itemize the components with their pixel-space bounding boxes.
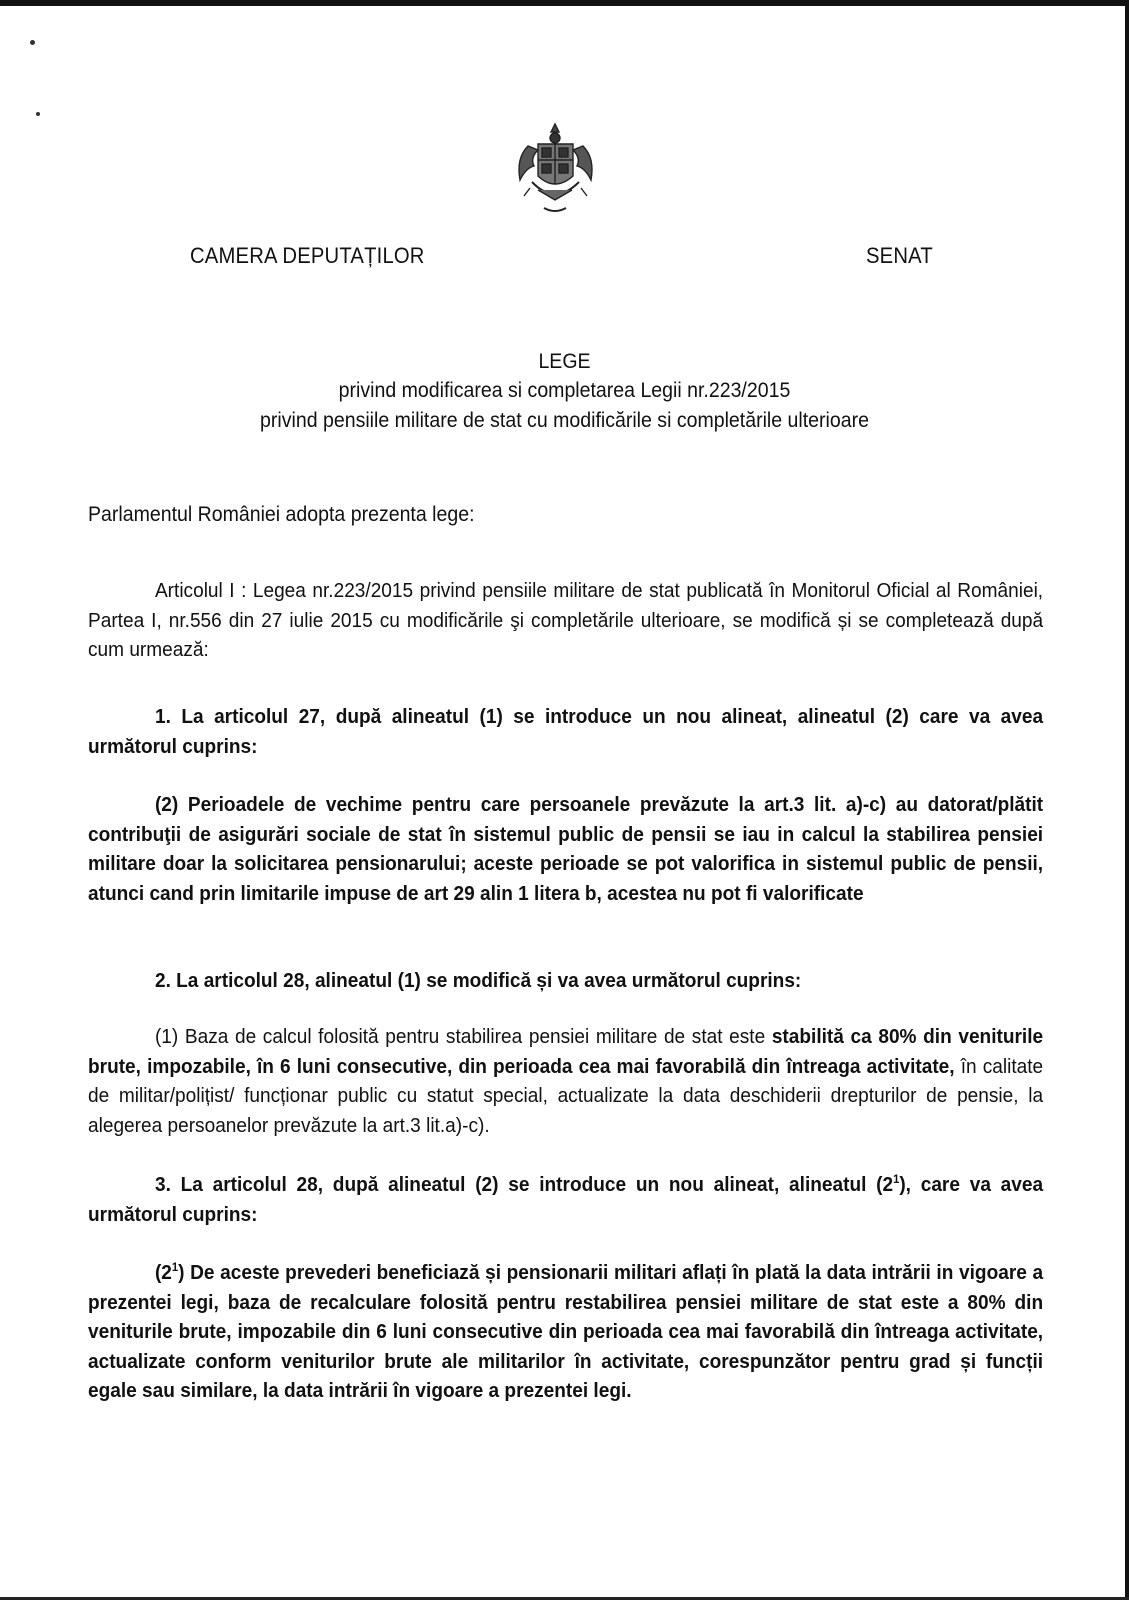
point-3-text bbox=[88, 1258, 1043, 1406]
point-3-heading-part1: 3. La articolul 28, după alineatul (2) se introduce un nou alineat, alineatul (2 bbox=[154, 1173, 894, 1196]
point-2-heading: 2. La articolul 28, alineatul (1) se modifică și va avea următorul cuprins: bbox=[154, 969, 802, 992]
law-subtitle-line2: privind pensiile militare de stat cu modificările si completările ulterioare bbox=[260, 409, 869, 432]
scan-speck bbox=[36, 112, 40, 116]
header-chamber-of-deputies: CAMERA DEPUTAȚILOR bbox=[190, 243, 425, 268]
point-3-heading-part2: ), care va avea următorul cuprins: bbox=[88, 1173, 1044, 1226]
law-title: LEGE bbox=[538, 350, 591, 373]
point-2-text-bold: stabilită ca 80% din veniturile brute, impozabile, în 6 luni consecutive, din perioada cea mai favorabilă din întreaga activitate, bbox=[88, 1025, 1044, 1078]
scan-border-right bbox=[1125, 0, 1129, 1600]
point-3-text-prefix: (2 bbox=[154, 1261, 172, 1284]
point-2-text bbox=[88, 1022, 1043, 1140]
point-3-heading bbox=[88, 1170, 1043, 1229]
article-one-intro: Articolul I : Legea nr.223/2015 privind pensiile militare de stat publicată în Monitorul Oficial al României, Partea I, nr.556 din 27 iulie 2015 cu modificările şi completările ulterioare, se modifică și se completează după cum urmează: bbox=[88, 579, 1044, 661]
coat-of-arms-icon bbox=[508, 118, 603, 218]
point-2-text-part2: în calitate de militar/polițist/ funcționar public cu statut special, actualizate la data deschiderii drepturilor de pensie, la alegerea persoanelor prevăzute la art.3 lit.a)-c). bbox=[88, 1054, 1044, 1137]
point-1-heading: 1. La articolul 27, după alineatul (1) se introduce un nou alineat, alineatul (2) care va avea următorul cuprins: bbox=[88, 705, 1044, 758]
law-subtitle-line1: privind modificarea si completarea Legii nr.223/2015 bbox=[338, 379, 791, 402]
scan-border-top bbox=[0, 0, 1129, 6]
preamble: Parlamentul României adopta prezenta lege: bbox=[88, 503, 475, 526]
scan-speck bbox=[30, 40, 35, 45]
point-3-text-sup: 1 bbox=[171, 1260, 179, 1275]
point-3-heading-sup: 1 bbox=[893, 1172, 900, 1187]
point-1-text: (2) Perioadele de vechime pentru care persoanele prevăzute la art.3 lit. a)-c) au datorat/plătit contribuţii de asigurări sociale de stat în sistemul public de pensii se iau in calcul la stabilirea pensiei militare doar la solicitarea pensionarului; aceste perioade se pot valorifica in sistemul public de pensii, atunci cand prin limitarile impuse de art 29 alin 1 litera b, acestea nu pot fi valorificate bbox=[88, 793, 1044, 905]
header-senate: SENAT bbox=[866, 243, 933, 268]
point-2-text-part1: (1) Baza de calcul folosită pentru stabilirea pensiei militare de stat este bbox=[154, 1025, 766, 1048]
point-3-text-body: ) De aceste prevederi beneficiază și pensionarii militari aflați în plată la data intrării in vigoare a prezentei legi, baza de recalculare folosită pentru restabilirea pensiei militare de stat este a 80% din veniturile brute, impozabile din 6 luni consecutive din perioada cea mai favorabilă din întreaga activitate, actualizate conform veniturilor brute ale militarilor în activitate, corespunzător pentru grad și funcții egale sau similare, la data intrării în vigoare a prezentei legi. bbox=[88, 1261, 1044, 1402]
